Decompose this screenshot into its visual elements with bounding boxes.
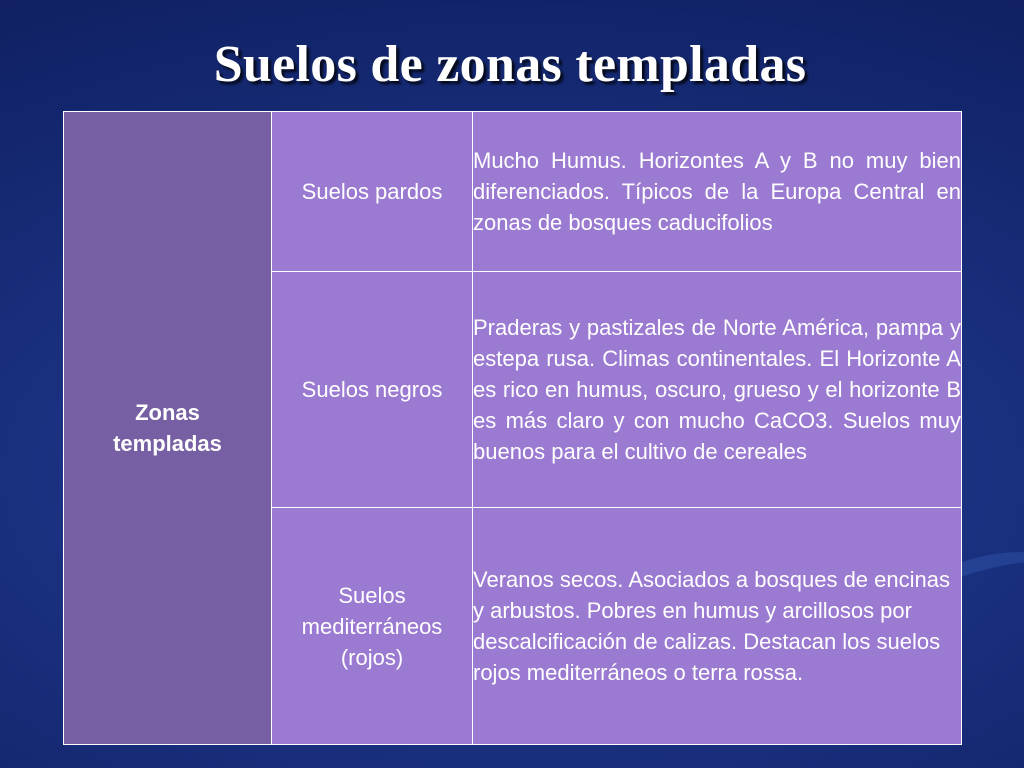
soil-type-label: Suelos pardos [301,179,443,204]
soil-table [63,111,962,745]
soil-description-cell [473,272,962,508]
soil-description: Veranos secos. Asociados a bosques de encinas y arbustos. Pobres en humus y arcillosos por descalcificación de calizas. Destacan los suelos rojos mediterráneos o terra rossa. [473,567,950,685]
slide-title: Suelos de zonas templadas [213,36,807,93]
soil-description-cell [473,508,962,745]
zone-cell [64,112,272,745]
table-row-pardos [64,112,962,272]
soil-type-cell [272,272,473,508]
soil-type-cell [272,508,473,745]
soil-description: Mucho Humus. Horizontes A y B no muy bien diferenciados. Típicos de la Europa Central en zonas de bosques caducifolios [473,148,961,235]
soil-type-label: Suelos mediterráneos (rojos) [301,582,443,670]
soil-type-label: Suelos negros [301,377,443,402]
soil-type-cell [272,112,473,272]
soil-description: Praderas y pastizales de Norte América, pampa y estepa rusa. Climas continentales. El Horizonte A es rico en humus, oscuro, grueso y el horizonte B es más claro y con mucho CaCO3. Suelos muy buenos para el cultivo de cereales [473,315,961,464]
soil-description-cell [473,112,962,272]
zone-label: Zonas templadas [113,400,222,456]
